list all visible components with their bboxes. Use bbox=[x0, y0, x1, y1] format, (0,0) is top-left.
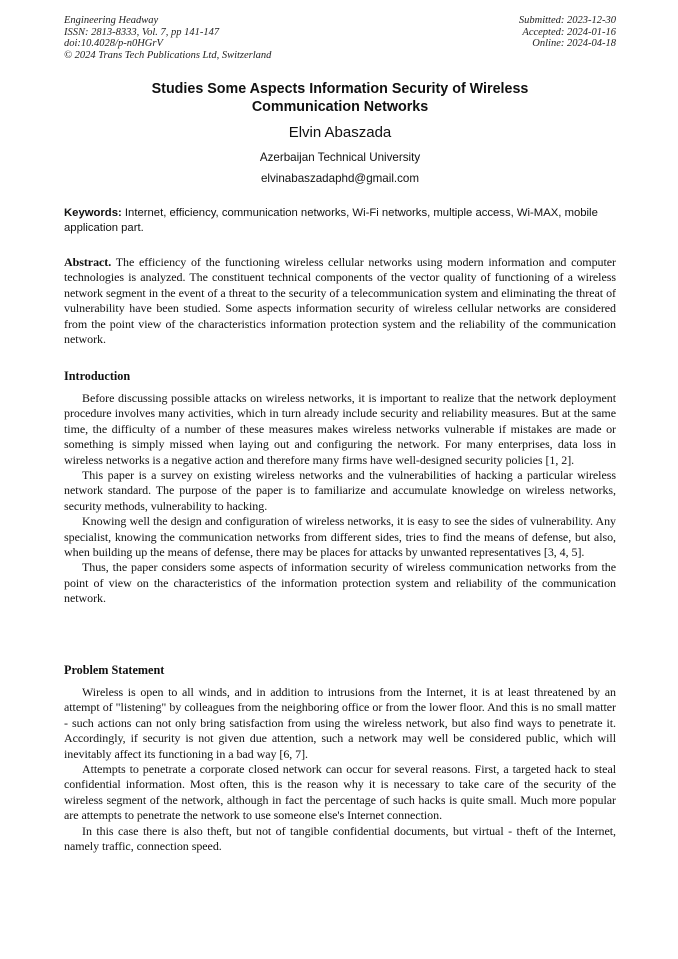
author-email[interactable]: elvinabaszadaphd@gmail.com bbox=[260, 172, 420, 185]
paragraph: Knowing well the design and configuration of wireless networks, it is easy to see the sides of vulnerability. Any specialist, knowing the communication networks from different sides, tries to find the means of defense, but also, when building up the means of defense, there may be places for attacks by unwanted representatives [3, 4, 5]. bbox=[64, 514, 616, 560]
title-line-2: Communication Networks bbox=[251, 98, 429, 115]
header-left bbox=[64, 15, 271, 61]
abstract-block bbox=[64, 255, 616, 347]
paper-title bbox=[64, 81, 616, 116]
introduction-heading: Introduction bbox=[64, 369, 131, 383]
problem-statement-heading: Problem Statement bbox=[64, 663, 165, 677]
paragraph: Attempts to penetrate a corporate closed network can occur for several reasons. First, a targeted hack to steal confidential information. Most often, this is the reason why it is necessary to take care of the security of the wireless segment of the network, although in fact the percentage of such hacks is quite small. Much more popular are attempts to penetrate the network to use someone else's Internet connection. bbox=[64, 762, 616, 823]
paragraph: Wireless is open to all winds, and in addition to intrusions from the Internet, it is at least threatened by an attempt of "listening" by colleagues from the neighboring office or from the lower floor. And this is no small matter - such actions can not only bring satisfaction from using the wireless network, but also find ways to penetrate it. Accordingly, if security is not given due attention, such a network may well be considered public, which will inevitably affect its functioning in a bad way [6, 7]. bbox=[64, 685, 616, 761]
paragraph: This paper is a survey on existing wireless networks and the vulnerabilities of hacking a particular wireless network standard. The purpose of the paper is to familiarize and accumulate knowledge on wireless networks, security methods, vulnerability to hacking. bbox=[64, 468, 616, 513]
title-line-1: Studies Some Aspects Information Security of Wireless bbox=[151, 81, 529, 97]
paragraph: In this case there is also theft, but not of tangible confidential documents, but virtual - theft of the Internet, namely traffic, connection speed. bbox=[64, 823, 616, 854]
abstract-label: Abstract. bbox=[64, 255, 112, 269]
issn-line: ISSN: 2813-8333, Vol. 7, pp 141-147 bbox=[64, 26, 220, 38]
journal-name: Engineering Headway bbox=[64, 15, 159, 26]
introduction-body bbox=[64, 391, 616, 607]
keywords-text: Internet, efficiency, communication networks, Wi-Fi networks, multiple access, Wi-MAX, mobile application part. bbox=[64, 207, 598, 235]
keywords-label: Keywords: bbox=[64, 207, 122, 219]
submitted-date: Submitted: 2023-12-30 bbox=[518, 15, 616, 26]
header-right bbox=[519, 15, 616, 50]
paragraph: Thus, the paper considers some aspects of information security of wireless communication networks from the point of view on the characteristics of the information protection system and reliability of the communication network. bbox=[64, 560, 616, 606]
online-date: Online: 2024-04-18 bbox=[532, 38, 616, 49]
paragraph: Before discussing possible attacks on wireless networks, it is important to realize that the network deployment procedure involves many activities, which in turn already include security and reliability measures. But at the same time, the difficulty of a number of these measures makes wireless networks vulnerable if mistakes are made or something is simply missed when laying out and configuring the network. For many enterprises, data loss in wireless networks is a negative action and therefore many firms have well-designed security policies [1, 2]. bbox=[64, 391, 616, 467]
problem-statement-body bbox=[64, 685, 616, 854]
copyright-line: © 2024 Trans Tech Publications Ltd, Switzerland bbox=[64, 49, 272, 61]
keywords-block bbox=[64, 206, 616, 236]
accepted-date: Accepted: 2024-01-16 bbox=[522, 26, 616, 38]
doi-line[interactable]: doi:10.4028/p-n0HGrV bbox=[64, 38, 163, 49]
abstract-text: The efficiency of the functioning wireless cellular networks using modern information and computer technologies is analyzed. The constituent technical components of the vector quality of functioning of a wireless network segment in the event of a threat to the security of a telecommunication system and eliminating the threat of vulnerability have been studied. Some aspects information security of wireless cellular networks are considered from the point view of the characteristics information protection system and the reliability of the communication network. bbox=[64, 255, 616, 347]
author-affiliation: Azerbaijan Technical University bbox=[259, 151, 421, 164]
author-name: Elvin Abaszada bbox=[288, 124, 392, 141]
